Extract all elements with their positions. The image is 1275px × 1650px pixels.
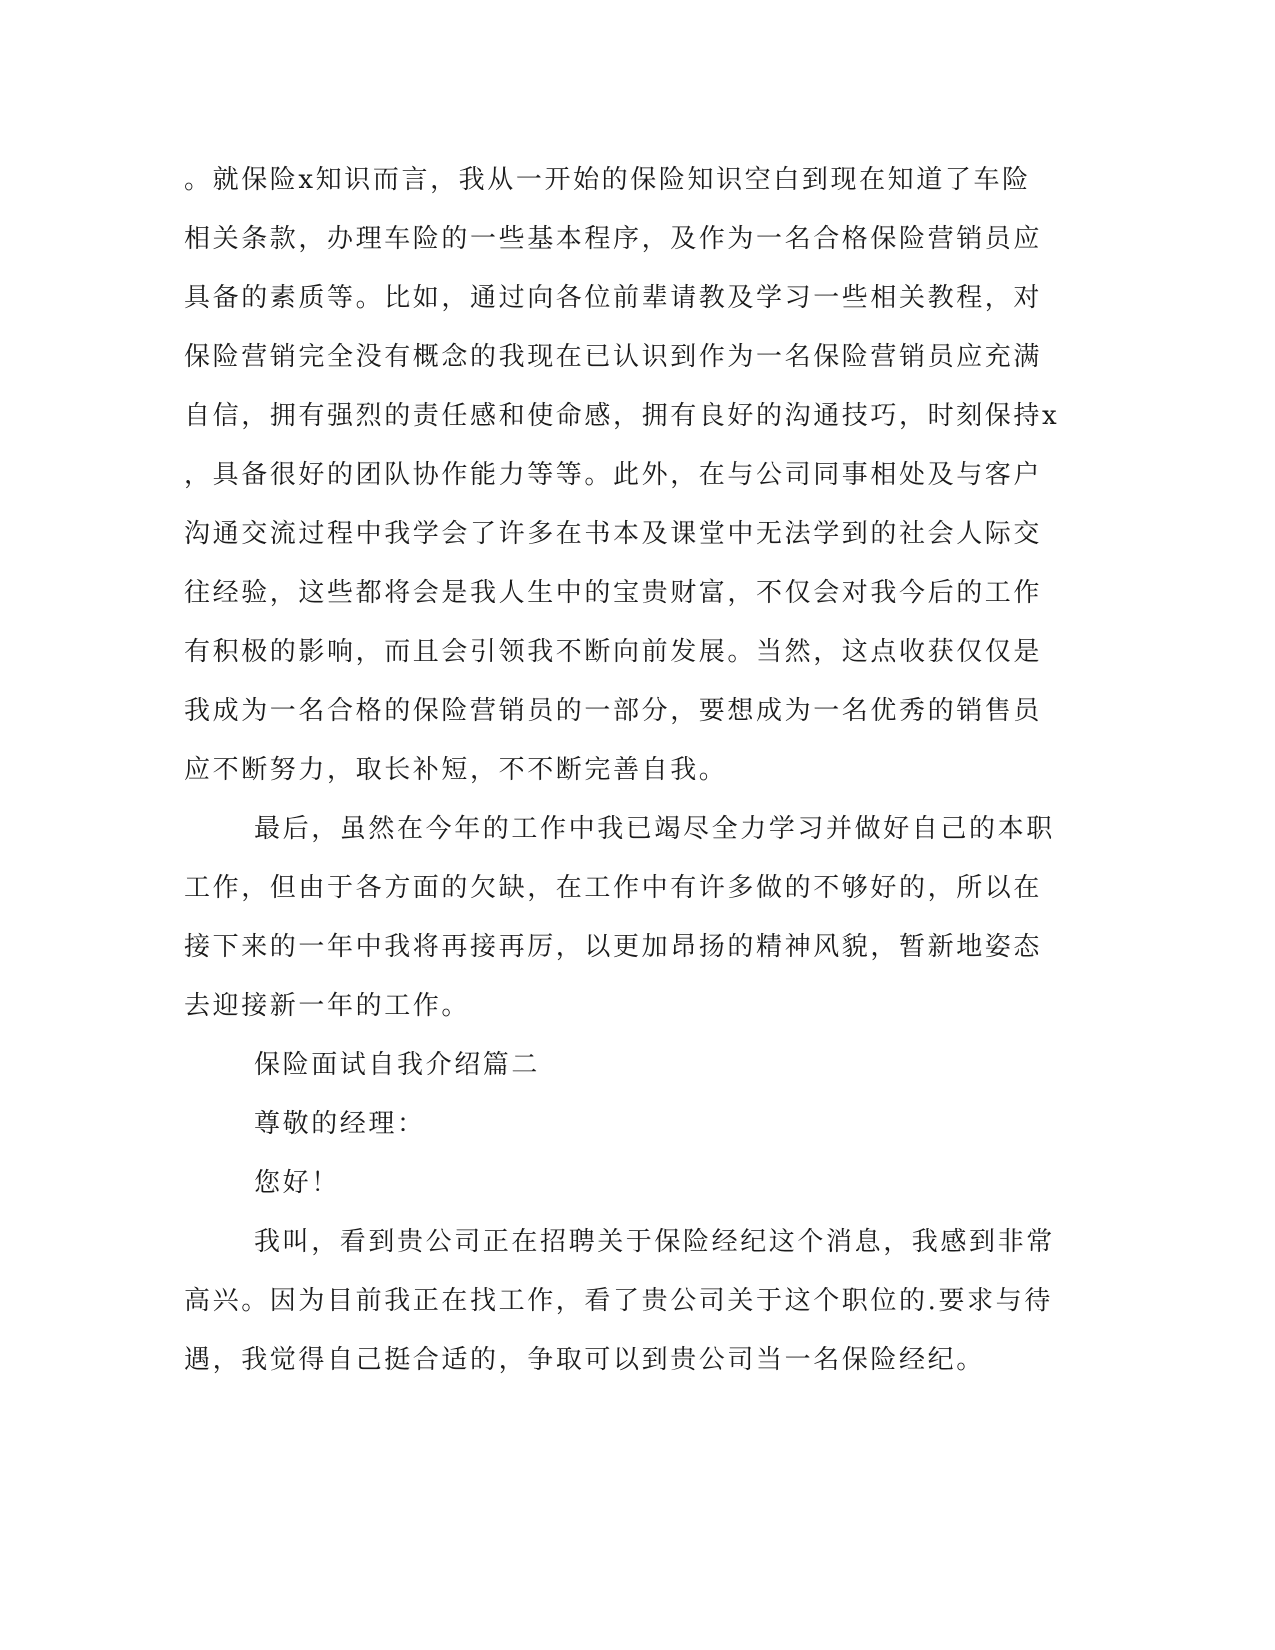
text-line: ，具备很好的团队协作能力等等。此外，在与公司同事相处及与客户 [184,460,1043,490]
text-line: 最后，虽然在今年的工作中我已竭尽全力学习并做好自己的本职 [254,814,1055,844]
text-line: 接下来的一年中我将再接再厉，以更加昂扬的精神风貌，暂新地姿态 [184,932,1043,962]
text-line: 高兴。因为目前我正在找工作，看了贵公司关于这个职位的.要求与待 [184,1286,1053,1316]
text-line: 沟通交流过程中我学会了许多在书本及课堂中无法学到的社会人际交 [184,519,1043,549]
text-line: 相关条款，办理车险的一些基本程序，及作为一名合格保险营销员应 [184,224,1043,254]
text-line: 具备的素质等。比如，通过向各位前辈请教及学习一些相关教程，对 [184,283,1043,313]
text-line: 保险营销完全没有概念的我现在已认识到作为一名保险营销员应充满 [184,342,1043,372]
text-line: 应不断努力，取长补短，不不断完善自我。 [184,755,728,785]
text-line: 。就保险x知识而言，我从一开始的保险知识空白到现在知道了车险 [184,165,1031,195]
text-line: 往经验，这些都将会是我人生中的宝贵财富，不仅会对我今后的工作 [184,578,1043,608]
text-line: 自信，拥有强烈的责任感和使命感，拥有良好的沟通技巧，时刻保持x [184,401,1060,431]
salutation: 尊敬的经理： [254,1109,426,1139]
greeting: 您好！ [254,1168,340,1198]
text-line: 工作，但由于各方面的欠缺，在工作中有许多做的不够好的，所以在 [184,873,1043,903]
text-line: 遇，我觉得自己挺合适的，争取可以到贵公司当一名保险经纪。 [184,1345,985,1375]
text-line: 去迎接新一年的工作。 [184,991,471,1021]
text-line: 有积极的影响，而且会引领我不断向前发展。当然，这点收获仅仅是 [184,637,1043,667]
text-line: 我成为一名合格的保险营销员的一部分，要想成为一名优秀的销售员 [184,696,1043,726]
text-line: 我叫，看到贵公司正在招聘关于保险经纪这个消息，我感到非常 [254,1227,1055,1257]
section-heading: 保险面试自我介绍篇二 [254,1050,541,1080]
